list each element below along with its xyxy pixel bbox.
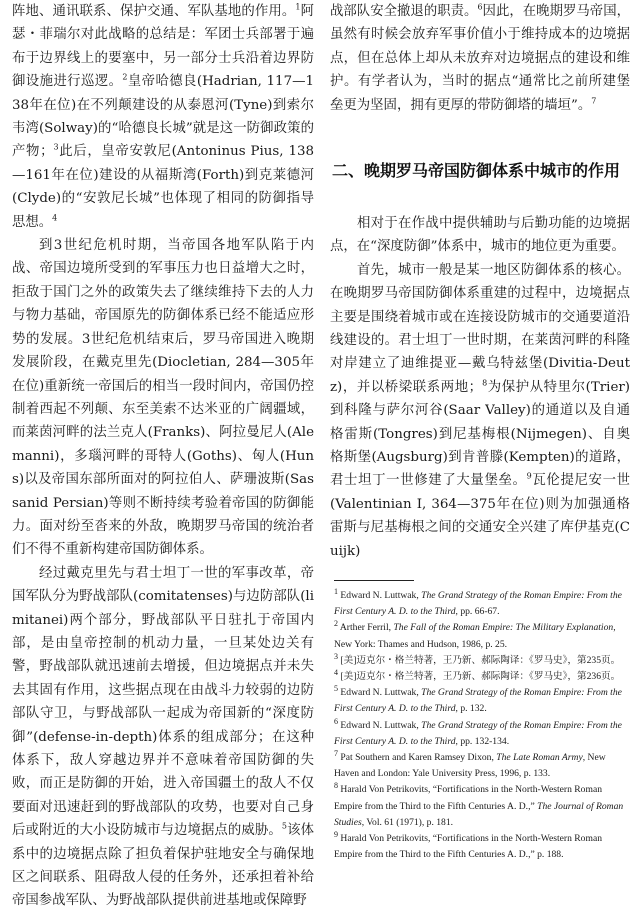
paragraph: 阵地、通讯联系、保护交通、军队基地的作用。$^1$阿瑟・菲瑞尔对此战略的总结是：军团士兵部署于遍布于边界线上的要塞中，另一部分士兵沿着边界防御设施进行巡逻。$^2$皇帝哈德良(Hadrian, 117—138年在位)在不列颠建设的从泰恩河(Tyne)到索尔韦湾(Solway)的“哈德良长城”就是这一防御政策的产物；$^3$此后，皇帝安敦尼(Antoninus Pius, 138—161年在位)建设的从福斯湾(Forth)到克莱德河(Clyde)的“安敦尼长城”也体现了相同的防御指导思想。$^4$ — [12, 2, 315, 230]
footnote-ref[interactable]: 3 — [53, 142, 59, 152]
right-column-body — [330, 212, 630, 563]
footnote-ref[interactable]: 2 — [122, 72, 128, 82]
paragraph: 到3世纪危机时期，当帝国各地军队陷于内战、帝国边境所受到的军事压力也日益增大之时，拒敌于国门之外的政策失去了继续维持下去的人力与物力基础，帝国原先的防御体系已经不能适应形势的发展。3世纪危机结束后，罗马帝国进入晚期发展阶段，在戴克里先(Diocletian, 284—305年在位)重新统一帝国后的相当一段时间内，帝国仍控制着西起不列颠、东至美索不达米亚的广阔疆域，而莱茵河畔的法兰克人(Franks)、阿拉曼尼人(Alemanni)，多瑙河畔的哥特人(Goths)、匈人(Huns)以及帝国东部所面对的阿拉伯人、萨珊波斯(Sassanid Persian)等则不断持续考验着帝国的防御能力。面对纷至沓来的外敌，晚期罗马帝国的统治者们不得不重新构建帝国防御体系。 — [12, 238, 314, 558]
footnote-item: $^7$ Pat Southern and Karen Ramsey Dixon, The Late Roman Army, New Haven and London: Yale University Press, 1996, p. 133. — [334, 748, 606, 780]
paragraph: 战部队安全撤退的职责。$^6$因此，在晚期罗马帝国，虽然有时候会放弃军事价值小于维持成本的边境据点，但在总体上却从未放弃对边境据点的建设和维护。有学者认为，当时的据点“通常比之前所建堡垒更为坚固，拥有更厚的带防御塔的墙垣”。$^7$ — [330, 2, 630, 113]
footnote-ref[interactable]: 9 — [526, 472, 532, 481]
footnote-ref[interactable]: 6 — [477, 2, 483, 12]
footnote-item: $^8$ Harald Von Petrikovits, “Fortifications in the North-Western Roman Empire from the Third to the Fifth Centuries A. D.,” The Journal of Roman Studies, Vol. 61 (1971), p. 181. — [334, 781, 624, 828]
left-column — [12, 0, 314, 913]
footnote-ref[interactable]: 8 — [482, 378, 488, 388]
footnote-item: $^4$ [美]迈克尔・格兰特著，王乃新、郝际陶译：《罗马史》，第236页。 — [334, 667, 621, 683]
footnotes — [334, 588, 626, 863]
footnote-item: $^3$ [美]迈克尔・格兰特著，王乃新、郝际陶译：《罗马史》，第235页。 — [334, 651, 621, 666]
footnote-item: $^2$ Arther Ferril, The Fall of the Roman Empire: The Military Explanation, New York: Thames and Hudson, 1986, p. 25. — [334, 619, 616, 650]
footnote-item: $^9$ Harald Von Petrikovits, “Fortifications in the North-Western Roman Empire from the Third to the Fifth Centuries A. D.,” p. 188. — [334, 829, 602, 861]
footnote-item: $^6$ Edward N. Luttwak, The Grand Strategy of the Roman Empire: From the First Century A. D. to the Third, pp. 132-134. — [334, 716, 622, 747]
footnote-ref[interactable]: 4 — [52, 213, 58, 223]
paragraph: 经过戴克里先与君士坦丁一世的军事改革，帝国军队分为野战部队(comitatenses)与边防部队(limitanei)两个部分，野战部队平日驻扎于帝国内部，是由皇帝控制的机动力量，一旦某处边关有警，野战部队就迅速前去增援，但边境据点并未失去其固有作用，这些据点现在由战斗力较弱的边防部队守卫，与野战部队一起成为帝国新的“深度防御”(defense-in-depth)体系的组成部分；在这种体系下，敌人穿越边界并不意味着帝国防御的失败，而正是防御的开始，进入帝国疆土的敌人不仅要面对迅速赶到的野战部队的攻势，也要对自己身后或附近的大小设防城市与边境据点的威胁。$^5$该体系中的边境据点除了担负着保护驻地安全与确保地区之间联系、阻碍敌人侵的任务外，还承担着补给帝国参战军队、为野战部队提供前进基地或保障野 — [12, 565, 315, 909]
footnote-item: $^1$ Edward N. Luttwak, The Grand Strategy of the Roman Empire: From the First Century A. D. to the Third, pp. 66-67. — [334, 586, 622, 618]
footnote-ref[interactable]: 1 — [295, 2, 301, 12]
paragraph: 相对于在作战中提供辅助与后勤功能的边境据点，在“深度防御”体系中，城市的地位更为重要。 — [330, 216, 630, 255]
footnote-ref[interactable]: 5 — [281, 821, 288, 831]
footnote-divider — [334, 580, 414, 581]
right-column — [330, 0, 630, 117]
section-heading: 二、晚期罗马帝国防御体系中城市的作用 — [332, 161, 621, 180]
footnote-ref[interactable]: 7 — [591, 96, 597, 106]
paragraph: 首先，城市一般是某一地区防御体系的核心。在晚期罗马帝国防御体系重建的过程中，边境据点主要是围绕着城市或在连接设防城市的交通要道沿线建设的。君士坦丁一世时期，在莱茵河畔的科隆对岸建立了迪维提亚—戴乌特兹堡(Divitia-Deutz)，并以桥梁联系两地；$^8$为保护从特里尔(Trier)到科隆与萨尔河谷(Saar Valley)的通道以及自通格雷斯(Tongres)到尼基梅根(Nijmegen)、自奥格斯堡(Augsburg)到肯普滕(Kempten)的道路，君士坦丁一世修建了大量堡垒。$^9$瓦伦提尼安一世(Valentinian I, 364—375年在位)则为加强通格雷斯与尼基梅根之间的交通安全兴建了库伊基克(Cuijk) — [330, 262, 631, 559]
footnote-item: $^5$ Edward N. Luttwak, The Grand Strategy of the Roman Empire: From the First Century A. D. to the Third, p. 132. — [334, 684, 622, 715]
